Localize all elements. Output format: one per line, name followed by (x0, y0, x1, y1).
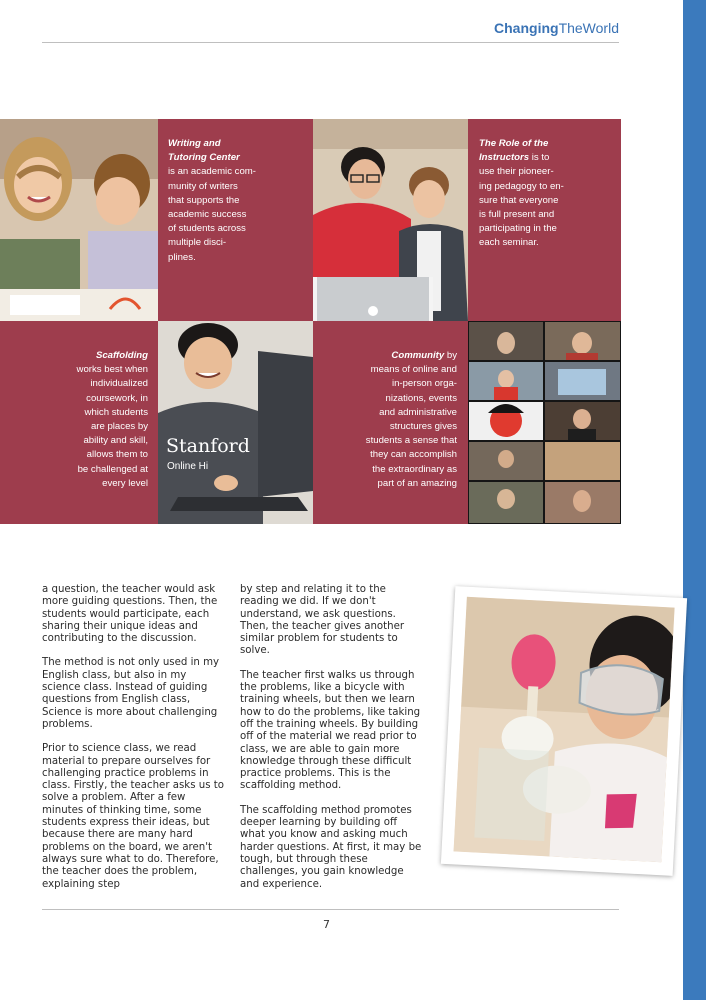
photo-science-lab (454, 597, 675, 863)
tile-writing-line: of students across (168, 223, 246, 235)
tile-instructors-line: use their pioneer- (479, 166, 554, 178)
tile-instructors-line: ing pedagogy to en- (479, 180, 564, 192)
tile-instructors-line: each seminar. (479, 237, 539, 249)
body-paragraph: The teacher first walks us through the problems, like a bicycle with training wheels, but then we learn how to do the problems, like taking off the training wheels. By building off of the material we read prior to class, we are able to gain more knowledge through these difficult practice problems. This is the scaffolding method. (240, 669, 421, 792)
photo-science-lab-polaroid (441, 586, 687, 876)
tile-writing-line: academic success (168, 209, 247, 221)
tile-scaffolding-line: every level (102, 477, 148, 489)
tile-community-line: they can accomplish (370, 449, 457, 461)
tile-community-line: nizations, events (385, 392, 457, 404)
tile-scaffolding-line: ability and skill, (83, 435, 148, 447)
tile-community-line: structures gives (389, 421, 457, 433)
body-paragraph: The method is not only used in my English class, but also in my science class. Instead of guiding questions from English class, Science is more about challenging problems. (42, 657, 220, 730)
shirt-text-stanford: Stanford (166, 435, 250, 457)
tile-writing-title-1: Writing and (168, 138, 221, 149)
tile-scaffolding-line: which students (84, 406, 148, 418)
photo-boy-laptop (158, 321, 313, 524)
tile-writing-line: multiple disci- (168, 237, 227, 249)
page-header (42, 18, 619, 43)
body-paragraph: The scaffolding method promotes deeper learning by building off what you know and asking much harder questions. At first, it may be tough, but through these challenges, you gain knowledge and experience. (240, 804, 422, 890)
tile-writing-line: that supports the (168, 194, 240, 206)
body-paragraph: Prior to science class, we read material to prepare ourselves for challenging practice problems in class. Firstly, the teacher asks us to solve a problem. After a few minutes of thinking time, some students express their ideas, but because there are many hard problems on the board, we aren't always sure what to do. Therefore, the teacher does the problem, explaining step (42, 743, 224, 890)
tile-community-line: part of an amazing (377, 477, 457, 489)
photo-students-reading (0, 119, 158, 321)
tile-writing-center (158, 119, 313, 321)
magazine-title: ChangingTheWorld (494, 20, 619, 36)
footer-rule (42, 909, 619, 910)
tile-scaffolding (0, 321, 158, 524)
tile-writing-line: munity of writers (168, 180, 238, 192)
tile-community-line: the extraordinary as (372, 463, 457, 475)
tile-instructors-line: participating in the (479, 223, 557, 235)
tile-instructors-title-2: Instructors (479, 152, 530, 164)
tile-community (313, 321, 468, 524)
tile-scaffolding-line: individualized (90, 378, 148, 390)
body-paragraph: by step and relating it to the reading we did. If we don't understand, we ask questions. Then, the teacher gives another similar problem for students to solve. (240, 584, 405, 657)
shirt-text-online: Online Hi (167, 461, 209, 472)
tile-community-line: and administrative (379, 406, 457, 418)
tile-scaffolding-line: coursework, in (86, 392, 148, 404)
tile-instructors-title-1: The Role of the (479, 138, 549, 149)
blue-side-bar (683, 0, 706, 1000)
tile-community-title: Community (391, 350, 445, 361)
tile-community-line: means of online and (370, 364, 457, 376)
feature-grid (0, 119, 621, 524)
body-paragraph: a question, the teacher would ask more guiding questions. Then, the students would participate, each sharing their unique ideas and contributing to the discussion. (42, 584, 218, 645)
tile-scaffolding-line: allows them to (86, 449, 148, 461)
tile-instructors-line: is full present and (479, 209, 555, 221)
tile-scaffolding-title: Scaffolding (95, 350, 148, 361)
tile-writing-line: plines. (168, 251, 196, 263)
tile-writing-line: is an academic com- (168, 166, 256, 178)
tile-instructors-line: sure that everyone (479, 194, 559, 206)
tile-scaffolding-line: be challenged at (77, 463, 148, 475)
tile-instructors-suffix: is to (529, 152, 550, 164)
tile-scaffolding-line: are places by (90, 421, 148, 433)
photo-video-call-grid (468, 321, 621, 524)
tile-community-line: in-person orga- (391, 378, 457, 390)
photo-instructor-laptop (313, 119, 468, 321)
tile-instructors (468, 119, 621, 321)
tile-writing-title-2: Tutoring Center (168, 152, 240, 164)
body-column-2 (240, 584, 423, 903)
tile-community-line: students a sense that (365, 435, 457, 447)
tile-scaffolding-line: works best when (76, 364, 148, 376)
body-column-1 (42, 584, 225, 903)
tile-community-suffix: by (444, 350, 457, 361)
page-number: 7 (323, 918, 330, 931)
